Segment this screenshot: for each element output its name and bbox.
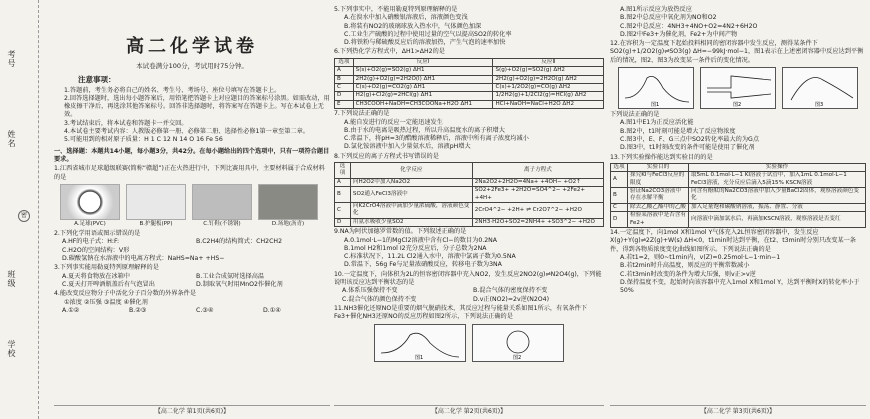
figure-1 <box>618 67 694 109</box>
q1-image-row <box>54 184 330 228</box>
question-11: 11.NH3催化还原NO是重要的烟气脱硝技术，其反应过程与能量关系如图1所示，有氧条件下Fe3+催化NH3还原NO的反应历程如图2所示，下列说法正确的是 <box>334 304 588 321</box>
question-9: 9.NA为阿伏加德罗常数的值。下列叙述正确的是 <box>334 228 467 236</box>
exam-subtitle: 本试卷满分100分，考试用时75分钟。 <box>136 62 248 70</box>
q1-option-image: D.场地(沥青) <box>258 184 318 228</box>
page-2-column: 5.下列事实中，不能用勒夏特列原理解释的是 A.在溴水中加入硝酸银溶液后，溶液颜色变浅 B.将装有NO2的玻璃球放入热水中，气体颜色加深 C.工业生产硫酸的过程中使用过量的空气以提高SO2的转化率 D.将铁粉与稀硫酸反应后的溶液加热，产生气泡的速率加快 6.下列热化学方程式中，ΔH1>ΔH2的是 选项 反应Ⅰ 反应Ⅱ A S(s)+O2(g)=SO2(g) ΔH1 S(g)+O2(g)=SO2(g) ΔH2 B 2H2(g)+O2(g)=2H2O(l) ΔH1 2H2(g)+O2(g)=2H2O(g) ΔH2 C C(s)+O2(g)=CO2(g) ΔH1 C(s)+1/2O2(g)=CO(g) ΔH2 D H2(g)+Cl2(g)=2HCl(g) ΔH1 1/2H2(g)+1/2Cl2(g)=HCl(g) ΔH2 E CH3COOH+NaOH=CH3COONa+H2O ΔH1 HCl+NaOH=NaCl+H2O ΔH2 7.下列说法正确的是 A.能自发进行的反应一定能迅速发生 B.由于水的电离是吸热过程，所以升高温度水的离子积增大 C.常温下，将pH=3的醋酸溶液稀释后，溶液中所有离子浓度均减小 D.氯化铵溶液中加入少量氨水后，溶液pH增大 8.下列反应的离子方程式书写错误的是 选项 化学反应 离子方程式 A 向H2O2中加入Na2O2 2Na2O2+2H2O=4Na+ +4OH− +O2↑ B SO2通入FeCl3溶液中 SO2+2Fe3+ +2H2O=SO4^2− +2Fe2+ +4H+ C 向K2CrO4溶液中滴加少量浓硫酸，溶液颜色变化 2CrO4^2− +2H+ ⇌ Cr2O7^2− +H2O D 用氨水吸收少量SO2 2NH3·H2O+SO2=2NH4+ +SO3^2− +H2O 9.NA为阿伏加德罗常数的值。下列叙述正确的是 A.0.1mol·L−1的MgCl2溶液中含有Cl−的数目为0.2NA B.1mol H2和1mol I2充分反应后，分子总数为2NA C.标准状况下，11.2L Cl2通入水中，溶液中氯离子数为0.5NA D.常温下，56g Fe与足量浓硝酸反应，转移电子数为3NA 10.一定温度下，向体积为2L的恒容密闭容器中充入NO2，发生反应2NO2(g)⇌N2O4(g)，下列能说明该反应达到平衡状态的是 A.体系压强保持不变 B.混合气体的密度保持不变 C.混合气体的颜色保持不变 D.v正(NO2)=2v逆(N2O4) 11.NH3催化还原NO是重要的烟气脱硝技术，其反应过程与能量关系如图1所示，有氧条件下Fe3+催化NH3还原NO的反应历程如图2所示，下列说法正确的是 图1 图2 【高二化学 第2页(共6页)】 <box>334 0 604 419</box>
reaction-cycle-figure <box>472 324 564 362</box>
question-8: 8.下列反应的离子方程式书写错误的是 <box>334 152 439 160</box>
question-7: 7.下列说法正确的是 <box>334 110 390 118</box>
figure-2 <box>700 67 776 109</box>
seal-ring: 密 <box>18 210 30 222</box>
table-row: A 向H2O2中加入Na2O2 2Na2O2+2H2O=4Na+ +4OH− +O2↑ <box>335 178 604 186</box>
question-2: 2.下列化学用语或图示错误的是 <box>54 230 141 238</box>
question-3: 3.下列事实能用勒夏特列原理解释的是 <box>54 264 159 272</box>
table-row: D 检验某溶液中是否含有Fe2+ 向溶液中滴加氯水后，再滴加KSCN溶液，观察溶液是否变红 <box>611 212 866 228</box>
svg-text:图2: 图2 <box>733 102 742 109</box>
q12-stem: 下列说法正确的是 <box>610 111 660 119</box>
energy-profile-figure <box>374 324 466 362</box>
notice-title: 注意事项： <box>78 75 116 85</box>
question-6: 6.下列热化学方程式中，ΔH1>ΔH2的是 <box>334 48 445 56</box>
q4-conditions: ①浓度 ②压强 ③温度 ④催化剂 <box>64 298 148 306</box>
table-row: A S(s)+O2(g)=SO2(g) ΔH1 S(g)+O2(g)=SO2(g) ΔH2 <box>335 67 604 75</box>
table-row: B 2H2(g)+O2(g)=2H2O(l) ΔH1 2H2(g)+O2(g)=2H2O(g) ΔH2 <box>335 75 604 83</box>
notice-item: 2.回答选择题时，选出每小题答案后，用铅笔把答题卡上对应题目的答案标号涂黑。如需改动，用橡皮擦干净后，再选涂其他答案标号。回答非选择题时，将答案写在答题卡上。写在本试卷上无效。 <box>64 94 330 119</box>
figure-3 <box>782 67 858 109</box>
question-4: 4.能改变反应物分子中活化分子百分数的外界条件是 <box>54 290 197 298</box>
page-1-column <box>54 0 330 419</box>
q12-figures <box>610 67 866 109</box>
page-title: 高二化学试卷 <box>126 36 258 57</box>
svg-text:图2: 图2 <box>513 354 522 361</box>
question-1: 1.江西省城市足球超级联赛(简称“赣超”)正在火热进行中，下列比赛用具中，主要材料属于合成材料的是 <box>54 165 325 181</box>
q2-options: A.HF的电子式：H:F: B.C2H4的结构简式：CH2CH2 C.H2O的空间结构：V形 D.碳酸氢钠在水溶液中的电离方程式：NaHS=Na+ +HS− <box>62 238 283 263</box>
table-row: B 验证Na2CO3溶液中存在水解平衡 向含有酚酞的Na2CO3溶液中加入少量BaCl2固体，观察溶液颜色变化 <box>611 188 866 204</box>
notice-item: 5.可能用到的相对原子质量：H 1 C 12 N 14 O 16 Fe 56 <box>64 136 223 144</box>
notice-item: 4.本试卷主要考试内容：人教版必修第一册、必修第二册、选择性必修1第一章至第二章。 <box>64 128 309 136</box>
class-label: 班级 <box>7 270 16 288</box>
notice-item: 3.考试结束后，将本试卷和答题卡一并交回。 <box>64 119 188 127</box>
q6-table: 选项 反应Ⅰ 反应Ⅱ A S(s)+O2(g)=SO2(g) ΔH1 S(g)+O2(g)=SO2(g) ΔH2 B 2H2(g)+O2(g)=2H2O(l) ΔH1 2H2(g)+O2(g)=2H2O(g) ΔH2 C C(s)+O2(g)=CO2(g) ΔH1 C(s)+1/2O2(g)=CO(g) ΔH2 D H2(g)+Cl2(g)=2HCl(g) ΔH1 1/2H2(g)+1/2Cl2(g)=HCl(g) ΔH2 E CH3COOH+NaOH=CH3COONa+H2O ΔH1 HCl+NaOH=NaCl+H2O ΔH2 <box>334 58 604 109</box>
question-13: 13.下列实验操作能达到实验目的的是 <box>610 153 713 161</box>
table-row: A 探究KI与FeCl3反应的限度 取5mL 0.1mol·L−1 KI溶液于试管中，加入1mL 0.1mol·L−1 FeCl3溶液，充分反应后滴入5滴15% KSCN溶液 <box>611 172 866 188</box>
question-5: 5.下列事实中，不能用勒夏特列原理解释的是 <box>334 6 458 13</box>
table-row: E CH3COOH+NaOH=CH3COONa+H2O ΔH1 HCl+NaOH=NaCl+H2O ΔH2 <box>335 100 604 108</box>
q3-options: A.夏天将食物放在冰箱中 B.工业合成氨时选择高温 C.夏天打开啤酒瓶盖后有气泡冒出 D.制取氧气时用MnO2作催化剂 <box>62 272 283 288</box>
exam-no-label: 考号 <box>7 50 16 68</box>
page-footer: 【高二化学 第3页(共6页)】 <box>610 405 866 416</box>
table-row: C 向K2CrO4溶液中滴加少量浓硫酸，溶液颜色变化 2CrO4^2− +2H+ ⇌ Cr2O7^2− +H2O <box>335 203 604 219</box>
page-footer: 【高二化学 第2页(共6页)】 <box>334 405 604 416</box>
q8-table: 选项 化学反应 离子方程式 A 向H2O2中加入Na2O2 2Na2O2+2H2O=4Na+ +4OH− +O2↑ B SO2通入FeCl3溶液中 SO2+2Fe3+ +2H2O=SO4^2− +2Fe2+ +4H+ C 向K2CrO4溶液中滴加少量浓硫酸，溶液颜色变化 2CrO4^2− +2H+ ⇌ Cr2O7^2− +H2O D 用氨水吸收少量SO2 2NH3·H2O+SO2=2NH4+ +SO3^2− +H2O <box>334 162 604 227</box>
table-row: D H2(g)+Cl2(g)=2HCl(g) ΔH1 1/2H2(g)+1/2Cl2(g)=HCl(g) ΔH2 <box>335 92 604 100</box>
page-3-column: A.图1所示反应为放热反应 B.图2中总反应中氧化剂为NO和O2 C.图2中总反应：4NH3+4NO+O2=4N2+6H2O D.图2中Fe3+为催化剂，Fe2+为中间产物 12.在容积为一定温度下起始投料相同的密闭容器中发生反应，测得某条件下SO2(g)+1/2O2(g)⇌SO3(g) ΔH=−99kJ·mol−1，图1表示在上述密闭容器中反应达到平衡后的情况，图2、图3为改变某一条件后的变化情况。 图1 图2 图3 下列说法正确的是 A.图1中E1为正反应活化能 B.图2中，t1时刻可能是增大了反应物浓度 C.图3中，E、F、G三点中SO2转化率最大的为G点 D.图3中，t1时刻改变的条件可能是使用了催化剂 13.下列实验操作能达到实验目的的是 选项 实验目的 实验操作 A 探究KI与FeCl3反应的限度 取5mL 0.1mol·L−1 KI溶液于试管中，加入1mL 0.1mol·L−1 FeCl3溶液，充分反应后滴入5滴15% KSCN溶液 B 验证Na2CO3溶液中存在水解平衡 向含有酚酞的Na2CO3溶液中加入少量BaCl2固体，观察溶液颜色变化 C 除去乙酸乙酯中的乙酸 加入足量饱和碳酸钠溶液，振荡、静置、分液 D 检验某溶液中是否含有Fe2+ 向溶液中滴加氯水后，再滴加KSCN溶液，观察溶液是否变红 14.一定温度下，向1mol X和1mol Y气体充入2L恒容密闭容器中，发生反应X(g)+Y(g)⇌2Z(g)+W(s) ΔH<0，t1min时达到平衡，在t2、t3min时分别只改变某一条件，得到各物质浓度变化曲线如图所示。下列说法正确的是 A.若t1=2，则0~t1min内，v(Z)=0.25mol·L−1·min−1 B.若t2min时升高温度，则反应的平衡常数减小 C.若t3min时改变的条件为增大压强，则v正>v逆 D.保持温度不变，起始时向该容器中充入1mol X和1mol Y，达到平衡时X的转化率小于50% 【高二化学 第3页(共6页)】 <box>610 0 866 419</box>
table-row: D 用氨水吸收少量SO2 2NH3·H2O+SO2=2NH4+ +SO3^2− +H2O <box>335 218 604 226</box>
q4-options: A.①② B.②③ C.③④ D.①④ <box>62 306 281 314</box>
section-1-heading: 一、选择题：本题共14小题，每小题3分，共42分。在每小题给出的四个选项中，只有一项符合题目要求。 <box>54 147 330 163</box>
q11-figures <box>334 324 604 362</box>
question-14: 14.一定温度下，向1mol X和1mol Y气体充入2L恒容密闭容器中，发生反应X(g)+Y(g)⇌2Z(g)+W(s) ΔH<0，t1min时达到平衡，在t2、t3min时分别只改变某一条件，得到各物质浓度变化曲线如图所示。下列说法正确的是 <box>610 229 856 253</box>
q10-options: A.体系压强保持不变 B.混合气体的密度保持不变 C.混合气体的颜色保持不变 D.v正(NO2)=2v逆(N2O4) <box>342 287 550 303</box>
svg-text:图3: 图3 <box>815 102 824 109</box>
table-row: C C(s)+O2(g)=CO2(g) ΔH1 C(s)+1/2O2(g)=CO(g) ΔH2 <box>335 84 604 92</box>
question-12: 12.在容积为一定温度下起始投料相同的密闭容器中发生反应，测得某条件下SO2(g)+1/2O2(g)⇌SO3(g) ΔH=−99kJ·mol−1，图1表示在上述密闭容器中反应达到平衡后的情况，图2、图3为改变某一条件后的变化情况。 <box>610 40 864 64</box>
name-label: 姓名 <box>7 130 16 148</box>
notice-item: 1.答题前，考生务必将自己的姓名、考生号、考场号、座位号填写在答题卡上。 <box>64 86 281 94</box>
svg-text:图1: 图1 <box>415 354 424 361</box>
school-label: 学校 <box>7 340 16 358</box>
page-footer: 【高二化学 第1页(共6页)】 <box>54 405 330 416</box>
binding-margin <box>0 0 39 419</box>
table-row: C 除去乙酸乙酯中的乙酸 加入足量饱和碳酸钠溶液，振荡、静置、分液 <box>611 203 866 211</box>
question-10: 10.一定温度下，向体积为2L的恒容密闭容器中充入NO2，发生反应2NO2(g)⇌N2O4(g)，下列能说明该反应达到平衡状态的是 <box>334 270 602 287</box>
svg-text:图1: 图1 <box>651 102 660 109</box>
q1-option-image: B.护腿板(PP) <box>126 184 186 228</box>
q13-table: 选项 实验目的 实验操作 A 探究KI与FeCl3反应的限度 取5mL 0.1mol·L−1 KI溶液于试管中，加入1mL 0.1mol·L−1 FeCl3溶液，充分反应后滴入5滴15% KSCN溶液 B 验证Na2CO3溶液中存在水解平衡 向含有酚酞的Na2CO3溶液中加入少量BaCl2固体，观察溶液颜色变化 C 除去乙酸乙酯中的乙酸 加入足量饱和碳酸钠溶液，振荡、静置、分液 D 检验某溶液中是否含有Fe2+ 向溶液中滴加氯水后，再滴加KSCN溶液，观察溶液是否变红 <box>610 163 866 228</box>
q1-option-image: A.足球(PVC) <box>60 184 120 228</box>
q1-option-image: C.钉鞋(不锈钢) <box>192 184 252 228</box>
table-row: B SO2通入FeCl3溶液中 SO2+2Fe3+ +2H2O=SO4^2− +2Fe2+ +4H+ <box>335 187 604 203</box>
